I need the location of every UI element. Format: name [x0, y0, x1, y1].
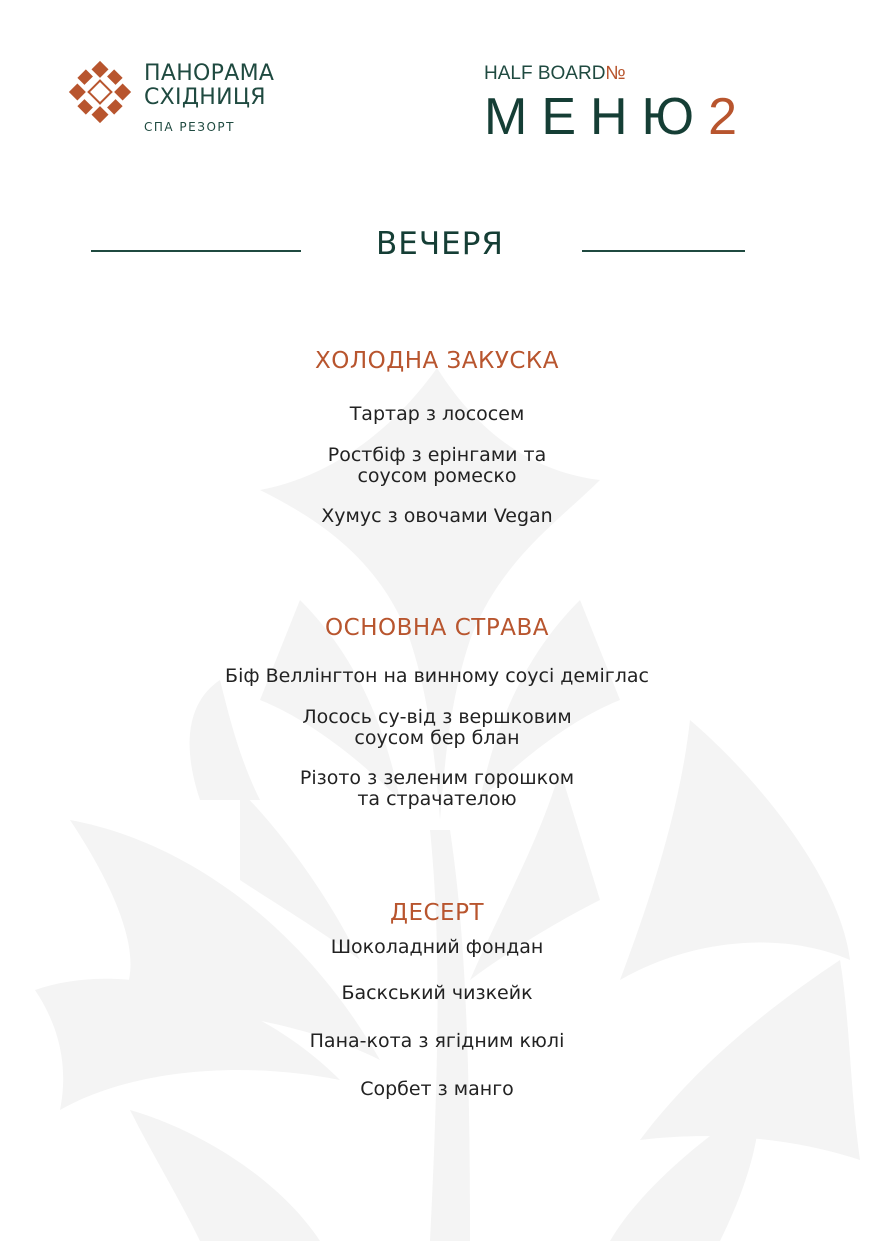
ornament-logo-icon	[66, 58, 134, 126]
menu-item: Шоколадний фондан	[330, 936, 544, 958]
logo-subtitle: СПА РЕЗОРТ	[144, 120, 235, 134]
divider-left	[91, 250, 301, 252]
meal-heading: ВЕЧЕРЯ	[376, 226, 504, 262]
resort-logo	[66, 58, 306, 138]
menu-item: Ростбіф з ерінгами та соусом ромеско	[327, 444, 547, 487]
menu-title	[484, 86, 737, 148]
menu-item: Баскський чизкейк	[341, 982, 533, 1004]
section-title-main-course: ОСНОВНА СТРАВА	[325, 615, 549, 641]
divider-right	[582, 250, 745, 252]
section-title-cold-appetizer: ХОЛОДНА ЗАКУСКА	[314, 348, 559, 374]
number-sign: №	[605, 63, 626, 84]
menu-item: Хумус з овочами Vegan	[321, 505, 553, 527]
section-title-dessert: ДЕСЕРТ	[389, 900, 484, 926]
logo-name-line2: СХІДНИЦЯ	[144, 85, 266, 110]
menu-item: Тартар з лососем	[349, 403, 525, 425]
menu-word: МЕНЮ	[484, 88, 709, 146]
menu-item: Різото з зеленим горошком та страчателою	[299, 767, 575, 810]
logo-name-line1: ПАНОРАМА	[144, 61, 275, 86]
menu-item: Пана-кота з ягідним кюлі	[309, 1030, 565, 1052]
board-type	[484, 63, 626, 85]
menu-item: Сорбет з манго	[360, 1078, 514, 1100]
menu-item: Біф Веллінгтон на винному соусі деміглас	[225, 665, 649, 687]
board-label: HALF BOARD	[484, 63, 606, 84]
menu-item: Лосось су-від з вершковим соусом бер блан	[302, 706, 572, 749]
menu-number: 2	[708, 88, 738, 146]
